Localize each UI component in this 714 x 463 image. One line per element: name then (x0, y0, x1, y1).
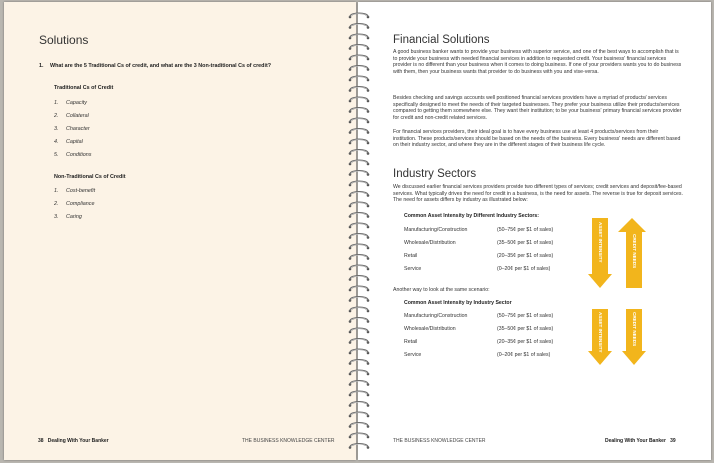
binding-ring-icon (349, 234, 370, 239)
arrow-label-asset-intensity: ASSET INTENSITY (597, 312, 603, 353)
binding-ring-icon (349, 423, 370, 428)
binding-ring-icon (349, 97, 370, 102)
page-number: 39 (670, 438, 676, 444)
binding-ring-icon (349, 223, 370, 228)
binding-ring-icon (349, 412, 370, 417)
table-row-sector: Retail (404, 339, 418, 345)
section-heading: Industry Sectors (393, 168, 477, 180)
binding-ring-icon (349, 13, 370, 18)
binding-ring-icon (349, 244, 370, 249)
binding-ring-icon (349, 328, 370, 333)
binding-ring-icon (349, 160, 370, 165)
table-row-value: (0–20¢ per $1 of sales) (497, 352, 551, 358)
binding-ring-icon (349, 129, 370, 134)
list-item: 3. Character (54, 126, 90, 132)
table-row-sector: Wholesale/Distribution (404, 240, 456, 246)
table-row-sector: Service (404, 352, 422, 358)
list-item: 1. Cost-benefit (54, 188, 96, 194)
right-page (358, 2, 711, 460)
binding-ring-icon (349, 34, 370, 39)
table-row-value: (50–75¢ per $1 of sales) (497, 227, 554, 233)
paragraph: Another way to look at the same scenario: (393, 287, 490, 293)
table-row-sector: Service (404, 266, 422, 272)
binding-ring-icon (349, 24, 370, 29)
table-row-sector: Retail (404, 253, 418, 259)
paragraph: For financial services providers, their ideal goal is to have every business use at least 4 products/services from their institution. These products/services should be based on the needs of the business. Every business' needs are different based on their industry sector, and where they are in the different stages of their business life cycle. (393, 129, 681, 149)
binding-ring-icon (349, 181, 370, 186)
arrows-diagram-2 (588, 302, 650, 372)
table-row-value: (35–50¢ per $1 of sales) (497, 326, 554, 332)
binding-ring-icon (349, 444, 370, 449)
non-traditional-heading: Non-Traditional Cs of Credit (54, 174, 126, 180)
arrow-label-credit-needs: CREDIT NEEDS (631, 234, 637, 269)
binding-ring-icon (349, 297, 370, 302)
binding-ring-icon (349, 391, 370, 396)
left-page (4, 2, 356, 460)
arrow-label-asset-intensity: ASSET INTENSITY (597, 222, 603, 263)
footer-left (38, 438, 109, 444)
page-number: 38 (38, 438, 44, 444)
binding-ring-icon (349, 381, 370, 386)
section-heading: Financial Solutions (393, 34, 490, 46)
table-row-value: (20–35¢ per $1 of sales) (497, 253, 554, 259)
table-row-value: (0–20¢ per $1 of sales) (497, 266, 551, 272)
table-row-sector: Wholesale/Distribution (404, 326, 456, 332)
binding-ring-icon (349, 255, 370, 260)
question (39, 63, 271, 69)
binding-ring-icon (349, 339, 370, 344)
binding-ring-icon (349, 433, 370, 438)
binding-ring-icon (349, 265, 370, 270)
binding-ring-icon (349, 118, 370, 123)
list-item: 5. Conditions (54, 152, 92, 158)
binding-ring-icon (349, 286, 370, 291)
binding-ring-icon (349, 192, 370, 197)
binding-ring-icon (349, 108, 370, 113)
footer-center: THE BUSINESS KNOWLEDGE CENTER (393, 438, 486, 444)
list-item: 1. Capacity (54, 100, 87, 106)
binding-ring-icon (349, 150, 370, 155)
table-row-value: (20–35¢ per $1 of sales) (497, 339, 554, 345)
list-item: 4. Capital (54, 139, 83, 145)
table-heading: Common Asset Intensity by Industry Sector (404, 300, 512, 306)
binding-ring-icon (349, 370, 370, 375)
table-row-sector: Manufacturing/Construction (404, 227, 468, 233)
question-number: 1. (39, 63, 44, 69)
table-row-sector: Manufacturing/Construction (404, 313, 468, 319)
paragraph: Besides checking and savings accounts well positioned financial services providers have a myriad of products/ services specifically designed to meet the needs of their targeted businesses. They prefer your business utilize their products/services compared to getting them somewhere else. They want their institution; to be your business' primary financial services provider for credit and non-credit related services. (393, 95, 682, 121)
book-title: Dealing With Your Banker (605, 438, 666, 444)
binding-ring-icon (349, 202, 370, 207)
binding-ring-icon (349, 307, 370, 312)
binding-ring-icon (349, 55, 370, 60)
traditional-heading: Traditional Cs of Credit (54, 85, 114, 91)
table-heading: Common Asset Intensity by Different Industry Sectors: (404, 213, 539, 219)
binding-ring-icon (349, 349, 370, 354)
binding-ring-icon (349, 45, 370, 50)
question-text: What are the 5 Traditional Cs of credit, and what are the 3 Non-traditional Cs of credit? (50, 63, 272, 69)
book-title: Dealing With Your Banker (47, 438, 109, 444)
list-item: 2. Collateral (54, 113, 89, 119)
binding-ring-icon (349, 318, 370, 323)
binding-ring-icon (349, 402, 370, 407)
list-item: 3. Caring (54, 214, 82, 220)
table-row-value: (50–75¢ per $1 of sales) (497, 313, 554, 319)
arrow-label-credit-needs: CREDIT NEEDS (631, 312, 637, 347)
footer-center: THE BUSINESS KNOWLEDGE CENTER (242, 438, 335, 444)
arrows-diagram-1 (588, 218, 650, 288)
binding-ring-icon (349, 66, 370, 71)
binding-ring-icon (349, 360, 370, 365)
paragraph: We discussed earlier financial services providers provide two different types of services; credit services and deposit/fee-based services. What typically drives the need for credit in a business, is the need for assets. The reverse is true for deposit services. The need for assets differs by industry as illustrated below: (393, 184, 683, 204)
binding-ring-icon (349, 276, 370, 281)
binding-ring-icon (349, 76, 370, 81)
binding-ring-icon (349, 171, 370, 176)
binding-ring-icon (349, 213, 370, 218)
binding-ring-icon (349, 87, 370, 92)
spiral-binding (343, 10, 375, 455)
list-item: 2. Compliance (54, 201, 95, 207)
page-title: Solutions (39, 33, 89, 47)
table-row-value: (35–50¢ per $1 of sales) (497, 240, 554, 246)
footer-right (605, 438, 676, 444)
binding-ring-icon (349, 139, 370, 144)
paragraph: A good business banker wants to provide your business with superior service, and one of the best ways to accomplish that is to provide your business with needed financial services in addition to requested credit. Your business' financial services provider is no different than your business when it comes to doing business. If one of your providers wants you to do business with them, then your business wants that provider to do business with you and vise-versa. (393, 49, 682, 75)
